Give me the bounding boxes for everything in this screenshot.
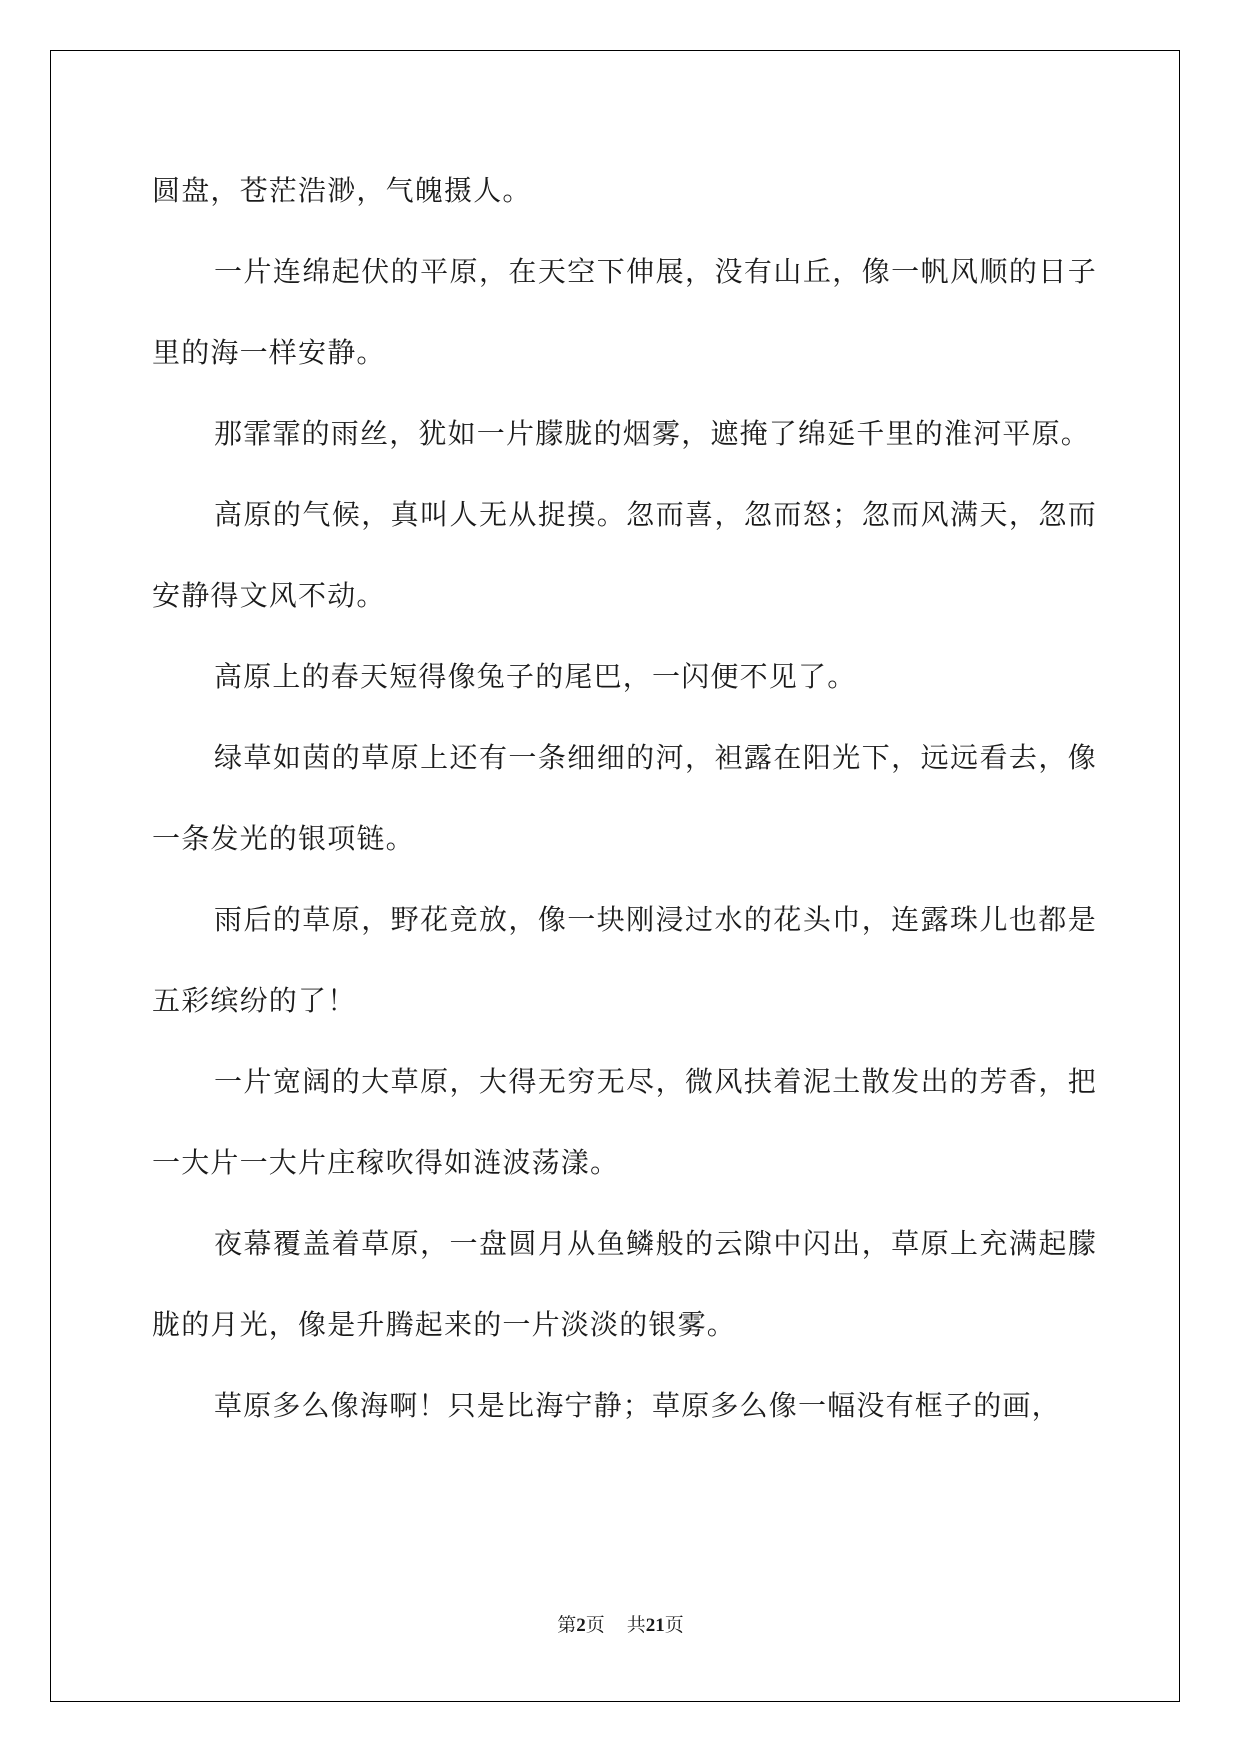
paragraph: 夜幕覆盖着草原，一盘圆月从鱼鳞般的云隙中闪出，草原上充满起朦胧的月光，像是升腾起来的一片淡淡的银雾。 <box>152 1227 1097 1341</box>
total-label-suffix: 页 <box>664 1615 684 1636</box>
paragraph: 草原多么像海啊！只是比海宁静；草原多么像一幅没有框子的画， <box>214 1389 1061 1422</box>
page-label-prefix: 第 <box>557 1615 577 1636</box>
page-number: 2 <box>576 1615 586 1636</box>
paragraph: 那霏霏的雨丝，犹如一片朦胧的烟雾，遮掩了绵延千里的淮河平原。 <box>214 417 1091 450</box>
page-footer <box>0 1610 1241 1637</box>
paragraph: 圆盘，苍茫浩渺，气魄摄人。 <box>152 174 532 207</box>
paragraph: 雨后的草原，野花竞放，像一块刚浸过水的花头巾，连露珠儿也都是五彩缤纷的了！ <box>152 903 1097 1017</box>
body-text <box>152 150 1097 1446</box>
paragraph: 高原上的春天短得像兔子的尾巴，一闪便不见了。 <box>214 660 857 693</box>
paragraph: 高原的气候，真叫人无从捉摸。忽而喜，忽而怒；忽而风满天，忽而安静得文风不动。 <box>152 498 1097 612</box>
paragraph: 一片宽阔的大草原，大得无穷无尽，微风扶着泥土散发出的芳香，把一大片一大片庄稼吹得如涟波荡漾。 <box>152 1065 1097 1179</box>
total-pages: 21 <box>645 1615 665 1636</box>
paragraph: 绿草如茵的草原上还有一条细细的河，袒露在阳光下，远远看去，像一条发光的银项链。 <box>152 741 1097 855</box>
total-label-prefix: 共 <box>626 1615 646 1636</box>
paragraph: 一片连绵起伏的平原，在天空下伸展，没有山丘，像一帆风顺的日子里的海一样安静。 <box>152 255 1097 369</box>
page-label-suffix: 页 <box>585 1615 605 1636</box>
